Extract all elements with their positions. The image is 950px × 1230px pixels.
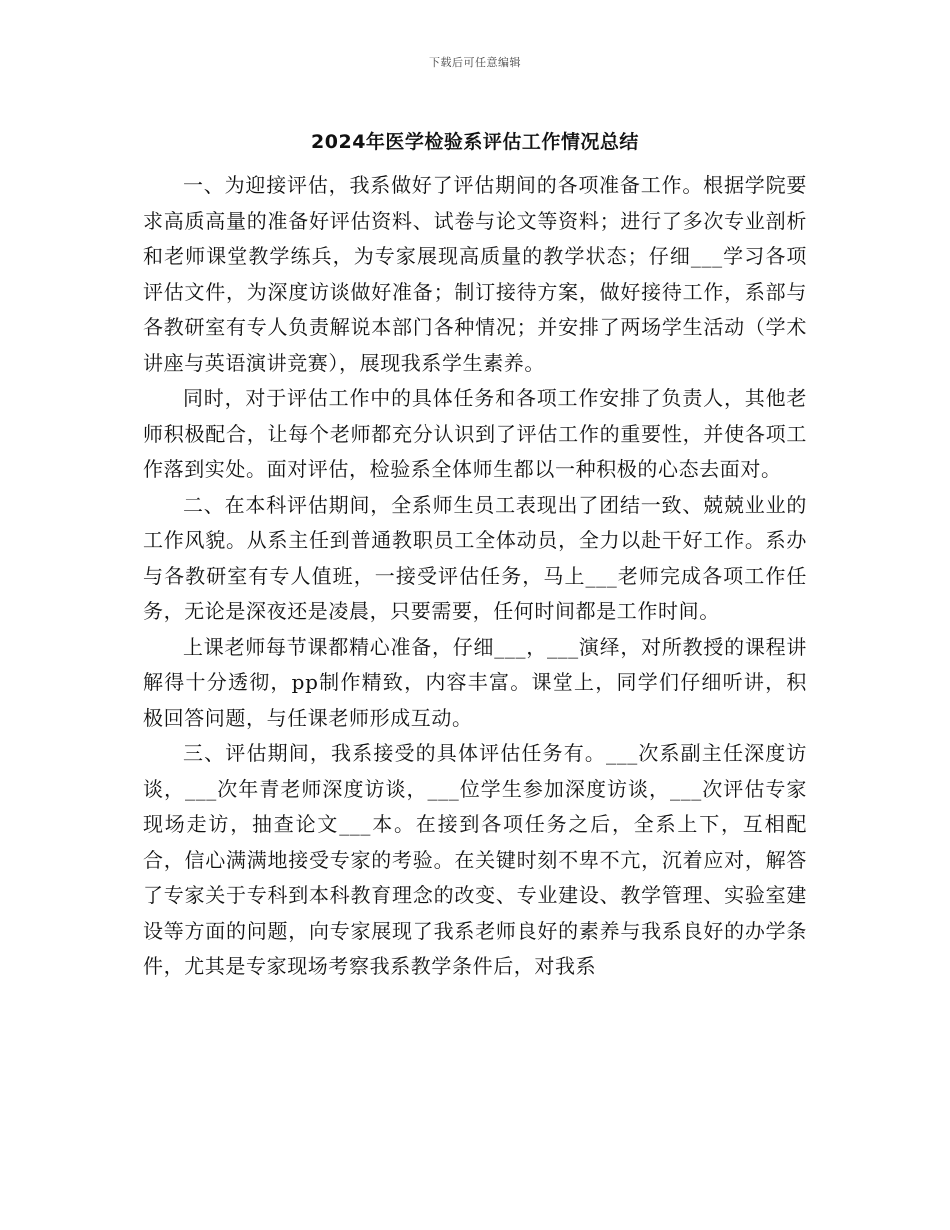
paragraph-evaluation-tasks: 三、评估期间，我系接受的具体评估任务有。___次系副主任深度访谈，___次年青老师深度访谈，___位学生参加深度访谈，___次评估专家现场走访，抽查论文___本。在接到各项任务之后，全系上下，互相配合，信心满满地接受专家的考验。在关键时刻不卑不亢，沉着应对，解答了专家关于专科到本科教育理念的改变、专业建设、教学管理、实验室建设等方面的问题，向专家展现了我系老师良好的素养与我系良好的办学条件，尤其是专家现场考察我系教学条件后，对我系	[143, 741, 807, 978]
document-title: 2024年医学检验系评估工作情况总结	[311, 131, 639, 153]
paragraph-teamwork: 二、在本科评估期间，全系师生员工表现出了团结一致、兢兢业业的工作风貌。从系主任到普通教职员工全体动员，全力以赴干好工作。系办与各教研室有专人值班，一接受评估任务，马上___老师完成各项工作任务，无论是深夜还是凌晨，只要需要，任何时间都是工作时间。	[143, 492, 807, 623]
document-body	[143, 168, 807, 985]
paragraph-teaching: 上课老师每节课都精心准备，仔细___，___演绎，对所教授的课程讲解得十分透彻，pp制作精致，内容丰富。课堂上，同学们仔细听讲，积极回答问题，与任课老师形成互动。	[143, 634, 807, 730]
header-note: 下载后可任意编辑	[429, 56, 521, 69]
paragraph-responsibility: 同时，对于评估工作中的具体任务和各项工作安排了负责人，其他老师积极配合，让每个老师都充分认识到了评估工作的重要性，并使各项工作落到实处。面对评估，检验系全体师生都以一种积极的心态去面对。	[143, 386, 807, 481]
paragraph-preparation: 一、为迎接评估，我系做好了评估期间的各项准备工作。根据学院要求高质高量的准备好评估资料、试卷与论文等资料；进行了多次专业剖析和老师课堂教学练兵，为专家展现高质量的教学状态；仔细___学习各项评估文件，为深度访谈做好准备；制订接待方案，做好接待工作，系部与各教研室有专人负责解说本部门各种情况；并安排了两场学生活动（学术讲座与英语演讲竞赛），展现我系学生素养。	[143, 173, 807, 375]
